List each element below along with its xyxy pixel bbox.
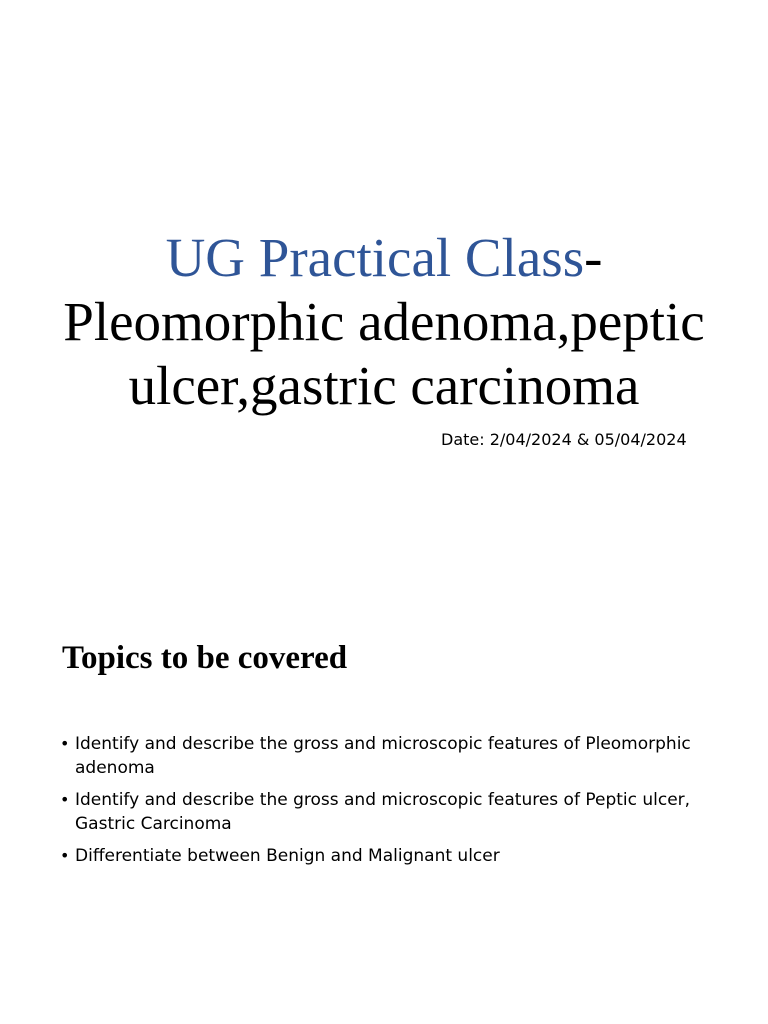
- topic-text: Differentiate between Benign and Malignant ulcer: [75, 846, 500, 866]
- topic-list: [60, 732, 720, 876]
- slide-title: [0, 226, 768, 418]
- topic-text: Identify and describe the gross and microscopic features of Peptic ulcer, Gastric Carcinoma: [75, 790, 691, 834]
- title-hyphen: -: [584, 227, 603, 288]
- slide-date: Date: 2/04/2024 & 05/04/2024: [441, 430, 687, 449]
- topics-heading: Topics to be covered: [62, 640, 348, 676]
- bullet-icon: •: [60, 846, 70, 865]
- bullet-icon: •: [60, 734, 70, 753]
- title-accent: UG Practical Class: [165, 227, 585, 288]
- title-line-2: Pleomorphic adenoma,peptic: [63, 291, 705, 352]
- title-line-3: ulcer,gastric carcinoma: [128, 355, 640, 416]
- bullet-icon: •: [60, 790, 70, 809]
- topic-item-1: [60, 732, 720, 780]
- topic-text: Identify and describe the gross and microscopic features of Pleomorphic adenoma: [75, 734, 691, 778]
- topic-item-2: [60, 788, 720, 836]
- topic-item-3: [60, 844, 720, 868]
